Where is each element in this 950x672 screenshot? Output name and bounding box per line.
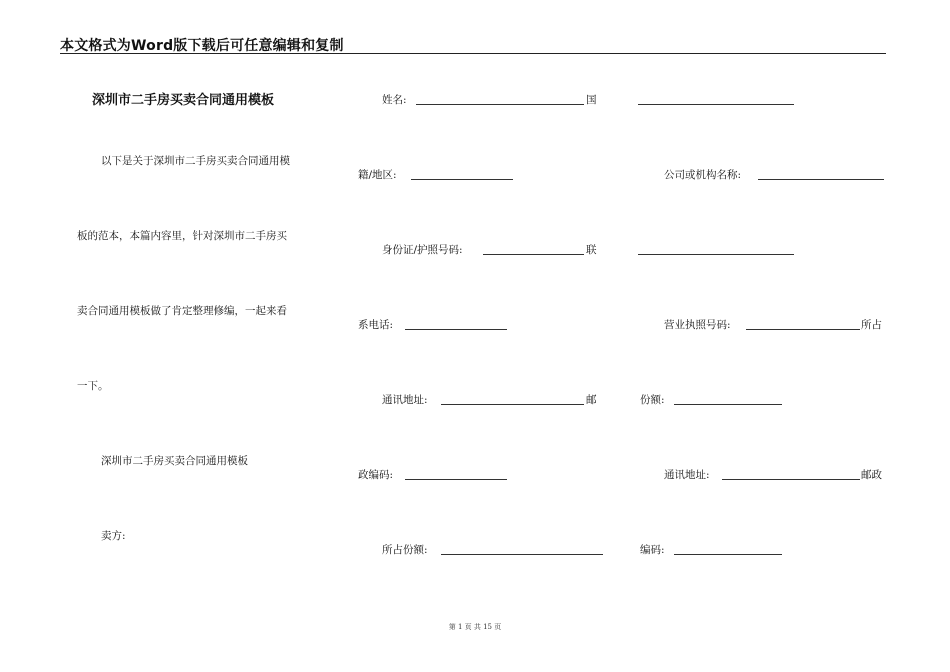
name-underline	[416, 104, 584, 105]
share-underline	[441, 554, 603, 555]
postcode-label: 政编码:	[358, 469, 394, 481]
document-title: 深圳市二手房买卖合同通用模板	[92, 93, 275, 108]
address-underline	[441, 404, 584, 405]
postcode-underline	[405, 479, 507, 480]
seller-label: 卖方:	[101, 530, 126, 542]
license-label: 营业执照号码:	[664, 319, 731, 331]
id-label: 身份证/护照号码:	[382, 244, 463, 256]
col3-address-tail: 邮政	[861, 469, 882, 481]
header-text: 本文格式为Word版下载后可任意编辑和复制	[60, 38, 344, 54]
name-tail: 国	[586, 94, 597, 106]
company-label: 公司或机构名称:	[664, 169, 742, 181]
id-tail: 联	[586, 244, 597, 256]
license-underline	[746, 329, 860, 330]
address-label: 通讯地址:	[382, 394, 428, 406]
col3-underline-1	[638, 104, 794, 105]
page-header	[60, 35, 886, 54]
intro-line-3: 卖合同通用模板做了肯定整理修编，一起来看	[77, 305, 287, 317]
nationality-underline	[411, 179, 513, 180]
intro-line-1: 以下是关于深圳市二手房买卖合同通用模	[101, 155, 290, 167]
col3-address-label: 通讯地址:	[664, 469, 710, 481]
name-label: 姓名:	[382, 94, 407, 106]
col3-postcode-label: 编码:	[640, 544, 665, 556]
intro-line-4: 一下。	[77, 380, 109, 392]
phone-underline	[405, 329, 507, 330]
subtitle: 深圳市二手房买卖合同通用模板	[101, 455, 248, 467]
col3-underline-2	[638, 254, 794, 255]
col3-postcode-underline	[674, 554, 782, 555]
license-tail: 所占	[861, 319, 882, 331]
address-tail: 邮	[586, 394, 597, 406]
page-footer: 第 1 页 共 15 页	[448, 623, 502, 631]
company-underline	[758, 179, 884, 180]
nationality-label: 籍/地区:	[358, 169, 397, 181]
intro-line-2: 板的范本，本篇内容里，针对深圳市二手房买	[77, 230, 287, 242]
col3-share-label: 份额:	[640, 394, 665, 406]
id-underline	[483, 254, 584, 255]
col3-address-underline	[722, 479, 860, 480]
share-label: 所占份额:	[382, 544, 428, 556]
phone-label: 系电话:	[358, 319, 394, 331]
col3-share-underline	[674, 404, 782, 405]
